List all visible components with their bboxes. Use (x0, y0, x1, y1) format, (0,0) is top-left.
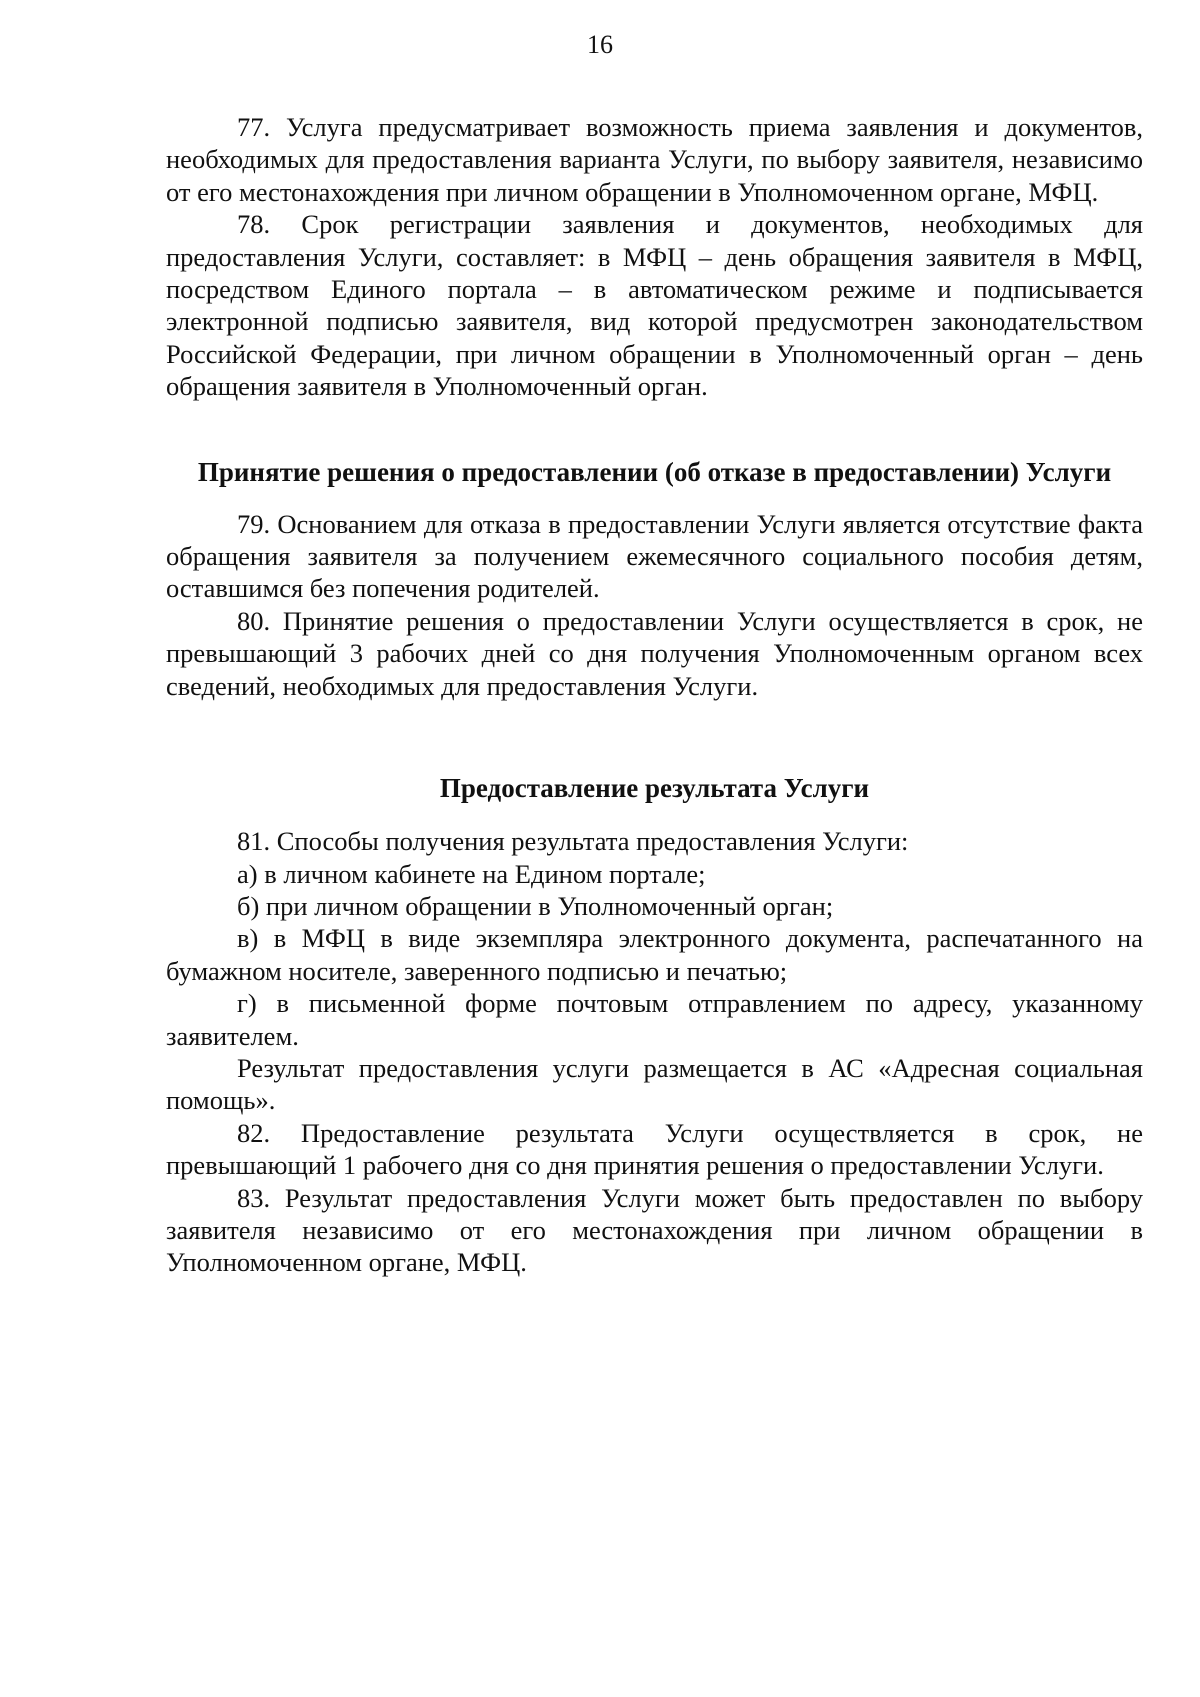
document-body (166, 111, 1143, 1279)
paragraph-79: 79. Основанием для отказа в предоставлении Услуги является отсутствие факта обращения заявителя за получением ежемесячного социального пособия детям, оставшимся без попечения родителей. (166, 508, 1143, 604)
page-number: 16 (587, 30, 613, 59)
list-item-b: б) при личном обращении в Уполномоченный орган; (237, 890, 834, 921)
paragraph-80: 80. Принятие решения о предоставлении Услуги осуществляется в срок, не превышающий 3 рабочих дней со дня получения Уполномоченным органом всех сведений, необходимых для предоставления Услуги. (166, 605, 1143, 701)
paragraph-81: 81. Способы получения результата предоставления Услуги: (237, 826, 909, 857)
paragraph-82: 82. Предоставление результата Услуги осуществляется в срок, не превышающий 1 рабочего дня со дня принятия решения о предоставлении Услуги. (166, 1117, 1143, 1181)
paragraph-83: 83. Результат предоставления Услуги может быть предоставлен по выбору заявителя независимо от его местонахождения при личном обращении в Уполномоченном органе, МФЦ. (166, 1182, 1143, 1278)
paragraph-77: 77. Услуга предусматривает возможность приема заявления и документов, необходимых для предоставления варианта Услуги, по выбору заявителя, независимо от его местонахождения при личном обращении в Уполномоченном органе, МФЦ. (166, 112, 1143, 207)
list-item-a: а) в личном кабинете на Едином портале; (237, 858, 706, 889)
paragraph-result-placement: Результат предоставления услуги размещается в АС «Адресная социальная помощь». (166, 1052, 1143, 1116)
section-heading-result: Предоставление результата Услуги (439, 773, 870, 804)
paragraph-78: 78. Срок регистрации заявления и документов, необходимых для предоставления Услуги, составляет: в МФЦ – день обращения заявителя в МФЦ, посредством Единого портала – в автоматическом режиме и подписывается электронной подписью заявителя, вид которой предусмотрен законодательством Российской Федерации, при личном обращении в Уполномоченный орган – день обращения заявителя в Уполномоченный орган. (166, 209, 1143, 402)
list-item-g: г) в письменной форме почтовым отправлением по адресу, указанному заявителем. (166, 988, 1143, 1051)
section-heading-decision: Принятие решения о предоставлении (об отказе в предоставлении) Услуги (197, 456, 1112, 487)
list-item-v: в) в МФЦ в виде экземпляра электронного документа, распечатанного на бумажном носителе, заверенного подписью и печатью; (166, 923, 1143, 986)
